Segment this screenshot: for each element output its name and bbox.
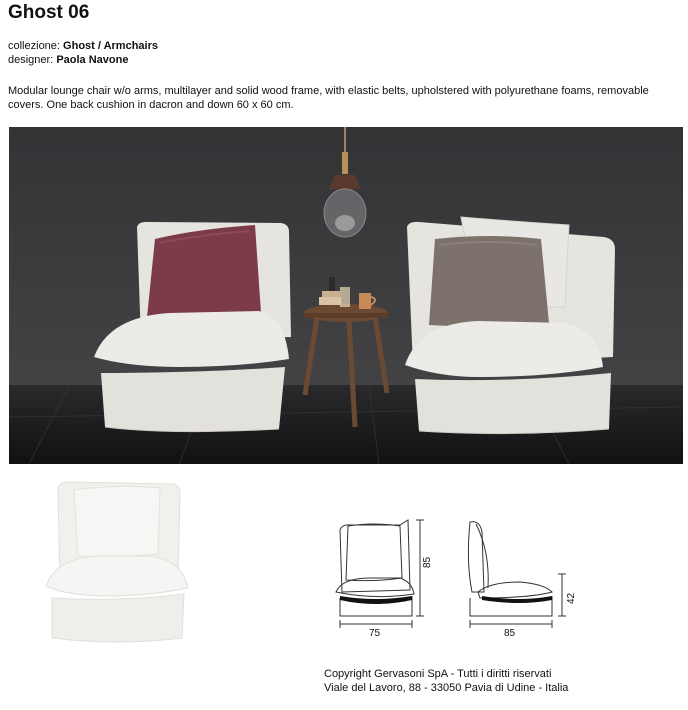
side-depth-label: 85 [504, 628, 516, 639]
collection-line [8, 39, 158, 53]
product-meta [8, 39, 158, 67]
dimension-drawing-image [330, 512, 590, 644]
front-width-label: 75 [369, 628, 381, 639]
side-view-drawing [468, 522, 566, 628]
armchair-thumbnail [38, 476, 198, 652]
dimension-drawings [330, 512, 590, 644]
designer-value: Paola Navone [56, 54, 129, 66]
copyright-line: Copyright Gervasoni SpA - Tutti i diritti riservati [324, 668, 552, 680]
front-height-label: 85 [422, 556, 433, 568]
address-line: Viale del Lavoro, 88 - 33050 Pavia di Udine - Italia [324, 682, 569, 694]
armchair-thumbnail-image [38, 476, 198, 652]
product-description: Modular lounge chair w/o arms, multilayer and solid wood frame, with elastic belts, upholstered with polyurethane foams, removable covers. One back cushion in dacron and down 60 x 60 cm. [8, 85, 649, 111]
right-chair [405, 217, 615, 434]
collection-value: Ghost / Armchairs [63, 40, 158, 52]
seat-height-label: 42 [566, 592, 577, 604]
product-title: Ghost 06 [8, 2, 90, 23]
designer-label: designer: [8, 54, 54, 66]
footer-copyright [324, 667, 568, 695]
collection-label: collezione: [8, 40, 60, 52]
front-view-drawing [336, 520, 424, 628]
room-scene-image [9, 127, 683, 464]
designer-line [8, 53, 158, 67]
product-photo [9, 127, 683, 464]
